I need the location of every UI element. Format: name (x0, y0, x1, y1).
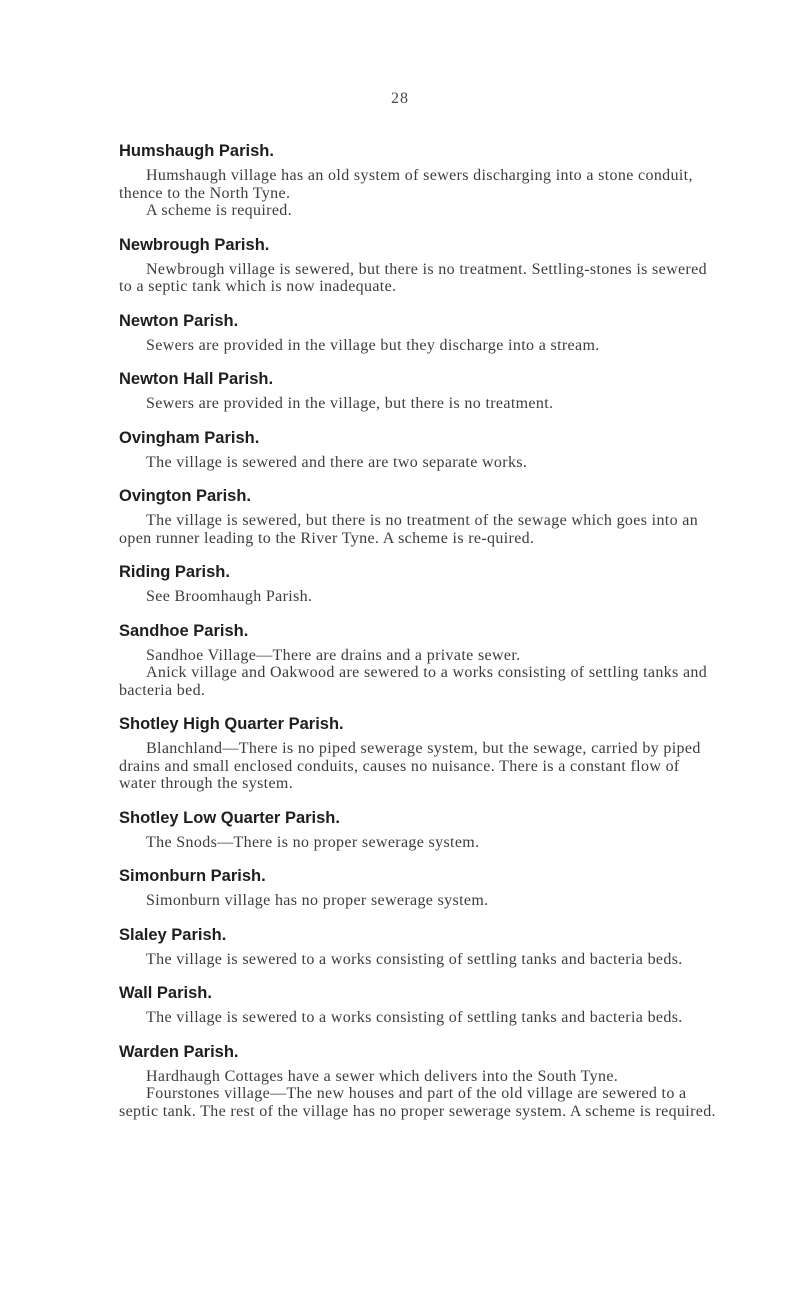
parish-paragraph: A scheme is required. (146, 202, 292, 219)
parish-paragraph: The village is sewered to a works consisting of settling tanks and bacteria beds. (146, 1009, 683, 1026)
parish-heading: Ovington Parish. (119, 487, 252, 505)
parish-paragraph: Sewers are provided in the village but they discharge into a stream. (146, 336, 600, 354)
parish-paragraph: Anick village and Oakwood are sewered to a works consisting of settling tanks and bacteria bed. (119, 664, 708, 699)
parish-heading: Slaley Parish. (119, 925, 227, 944)
parish-heading: Sandhoe Parish. (119, 621, 249, 640)
parish-section (119, 234, 719, 296)
parish-section (119, 561, 719, 606)
parish-section (119, 807, 719, 852)
parish-heading: Humshaugh Parish. (119, 142, 274, 160)
parish-section (119, 982, 719, 1027)
parish-heading: Newton Parish. (119, 311, 239, 330)
parish-paragraph: Sandhoe Village—There are drains and a private sewer. (146, 646, 521, 664)
parish-paragraph: Newbrough village is sewered, but there is no treatment. Settling-stones is sewered to a septic tank which is now inadequate. (119, 260, 707, 295)
parish-paragraph: Blanchland—There is no piped sewerage system, but the sewage, carried by piped drains and small enclosed conduits, causes no nuisance. There is a constant flow of water through the system. (119, 740, 701, 792)
parish-section (119, 485, 719, 547)
parish-paragraph: Sewers are provided in the village, but there is no treatment. (146, 395, 554, 412)
parish-paragraph: Fourstones village—The new houses and part of the old village are sewered to a septic tank. The rest of the village has no proper sewerage system. A scheme is required. (119, 1085, 716, 1120)
document-body (119, 140, 719, 1134)
parish-heading: Shotley High Quarter Parish. (119, 715, 344, 733)
parish-heading: Ovingham Parish. (119, 428, 260, 447)
parish-paragraph: Simonburn village has no proper sewerage system. (146, 892, 489, 909)
parish-section (119, 924, 719, 969)
parish-section (119, 310, 719, 355)
parish-section (119, 713, 719, 793)
parish-paragraph: The village is sewered and there are two separate works. (146, 453, 528, 471)
parish-paragraph: The village is sewered to a works consisting of settling tanks and bacteria beds. (146, 950, 683, 968)
parish-heading: Wall Parish. (119, 984, 212, 1002)
parish-paragraph: Humshaugh village has an old system of sewers discharging into a stone conduit, thence to the North Tyne. (119, 167, 693, 202)
parish-heading: Newbrough Parish. (119, 235, 270, 254)
parish-section (119, 140, 719, 220)
parish-section (119, 865, 719, 910)
page-number: 28 (391, 90, 409, 107)
parish-heading: Warden Parish. (119, 1042, 239, 1061)
parish-heading: Shotley Low Quarter Parish. (119, 808, 340, 827)
parish-heading: Simonburn Parish. (119, 867, 266, 885)
parish-section (119, 368, 719, 413)
parish-section (119, 1041, 719, 1121)
parish-paragraph: The Snods—There is no proper sewerage system. (146, 833, 480, 851)
parish-section (119, 620, 719, 700)
parish-section (119, 427, 719, 472)
parish-heading: Newton Hall Parish. (119, 370, 274, 388)
parish-paragraph: The village is sewered, but there is no treatment of the sewage which goes into an open runner leading to the River Tyne. A scheme is re-quired. (119, 512, 699, 547)
parish-paragraph: Hardhaugh Cottages have a sewer which delivers into the South Tyne. (146, 1067, 619, 1085)
parish-heading: Riding Parish. (119, 563, 230, 581)
parish-paragraph: See Broomhaugh Parish. (146, 588, 313, 605)
